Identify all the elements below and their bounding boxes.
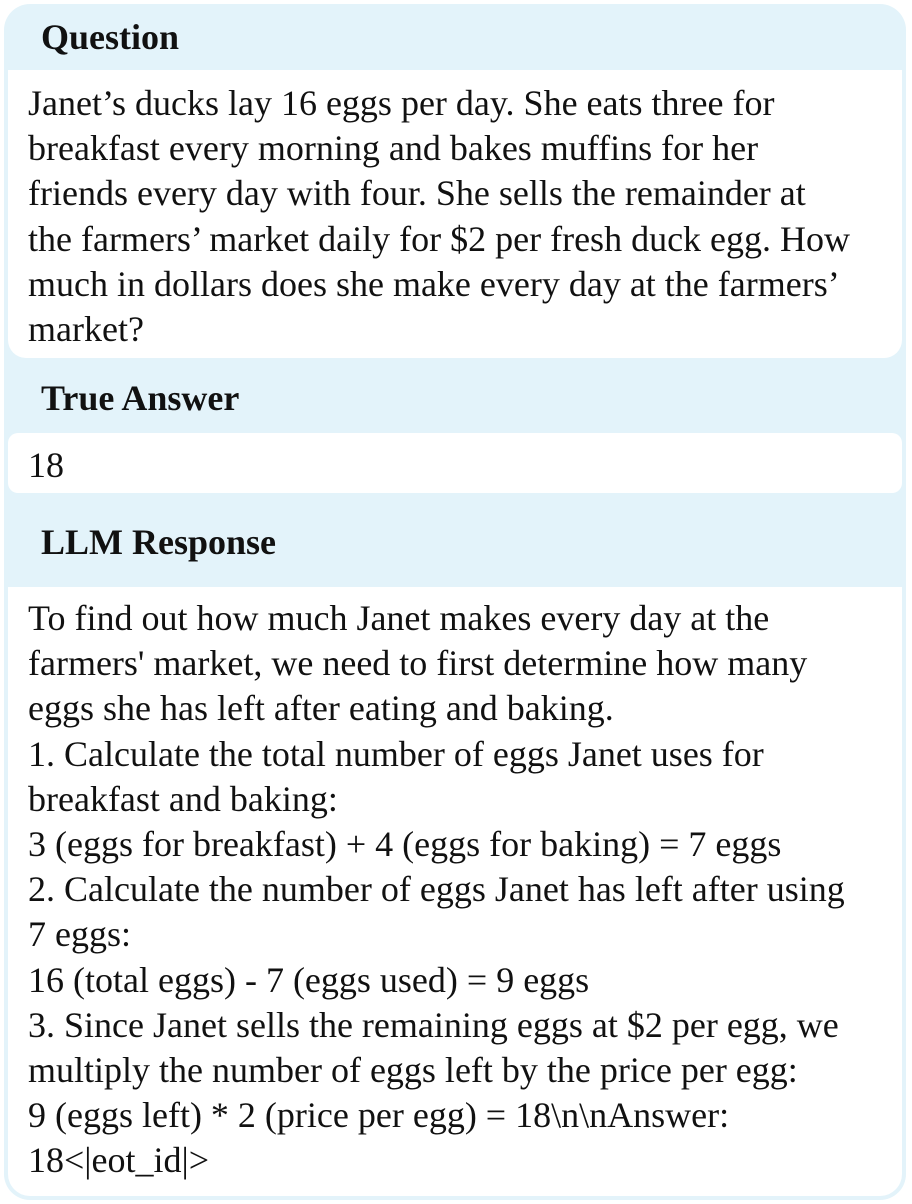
question-line: breakfast every morning and bakes muffins for her: [28, 128, 759, 169]
response-line: To find out how much Janet makes every day at the: [28, 598, 770, 638]
response-line: 3 (eggs for breakfast) + 4 (eggs for baking) = 7 eggs: [28, 824, 782, 865]
response-line: 3. Since Janet sells the remaining eggs at $2 per egg, we: [28, 1004, 839, 1045]
response-line: 1. Calculate the total number of eggs Janet uses for: [28, 733, 764, 774]
true-answer-panel: [8, 433, 902, 493]
question-panel: [8, 70, 902, 358]
response-line: 2. Calculate the number of eggs Janet has left after using: [28, 869, 845, 910]
qa-card: [4, 4, 906, 1200]
question-line: Janet’s ducks lay 16 eggs per day. She eats three for: [28, 83, 775, 123]
true-answer-value: 18: [28, 445, 64, 485]
response-line: breakfast and baking:: [28, 778, 338, 819]
response-line: 18<|eot_id|>: [28, 1140, 210, 1181]
response-line: 9 (eggs left) * 2 (price per egg) = 18\n\nAnswer:: [28, 1095, 730, 1136]
response-line: 16 (total eggs) - 7 (eggs used) = 9 eggs: [28, 959, 590, 1000]
response-line: multiply the number of eggs left by the price per egg:: [28, 1050, 798, 1091]
question-line: much in dollars does she make every day at the farmers’: [28, 263, 840, 304]
question-line: market?: [28, 309, 144, 350]
question-header: Question: [41, 17, 180, 57]
response-line: farmers' market, we need to first determine how many: [28, 643, 808, 684]
response-line: eggs she has left after eating and baking.: [28, 688, 614, 729]
question-line: the farmers’ market daily for $2 per fresh duck egg. How: [28, 218, 851, 259]
true-answer-header: True Answer: [41, 378, 240, 418]
response-line: 7 eggs:: [28, 914, 131, 955]
llm-response-header: LLM Response: [41, 522, 277, 562]
llm-response-panel: [8, 587, 902, 1196]
question-line: friends every day with four. She sells the remainder at: [28, 173, 806, 214]
